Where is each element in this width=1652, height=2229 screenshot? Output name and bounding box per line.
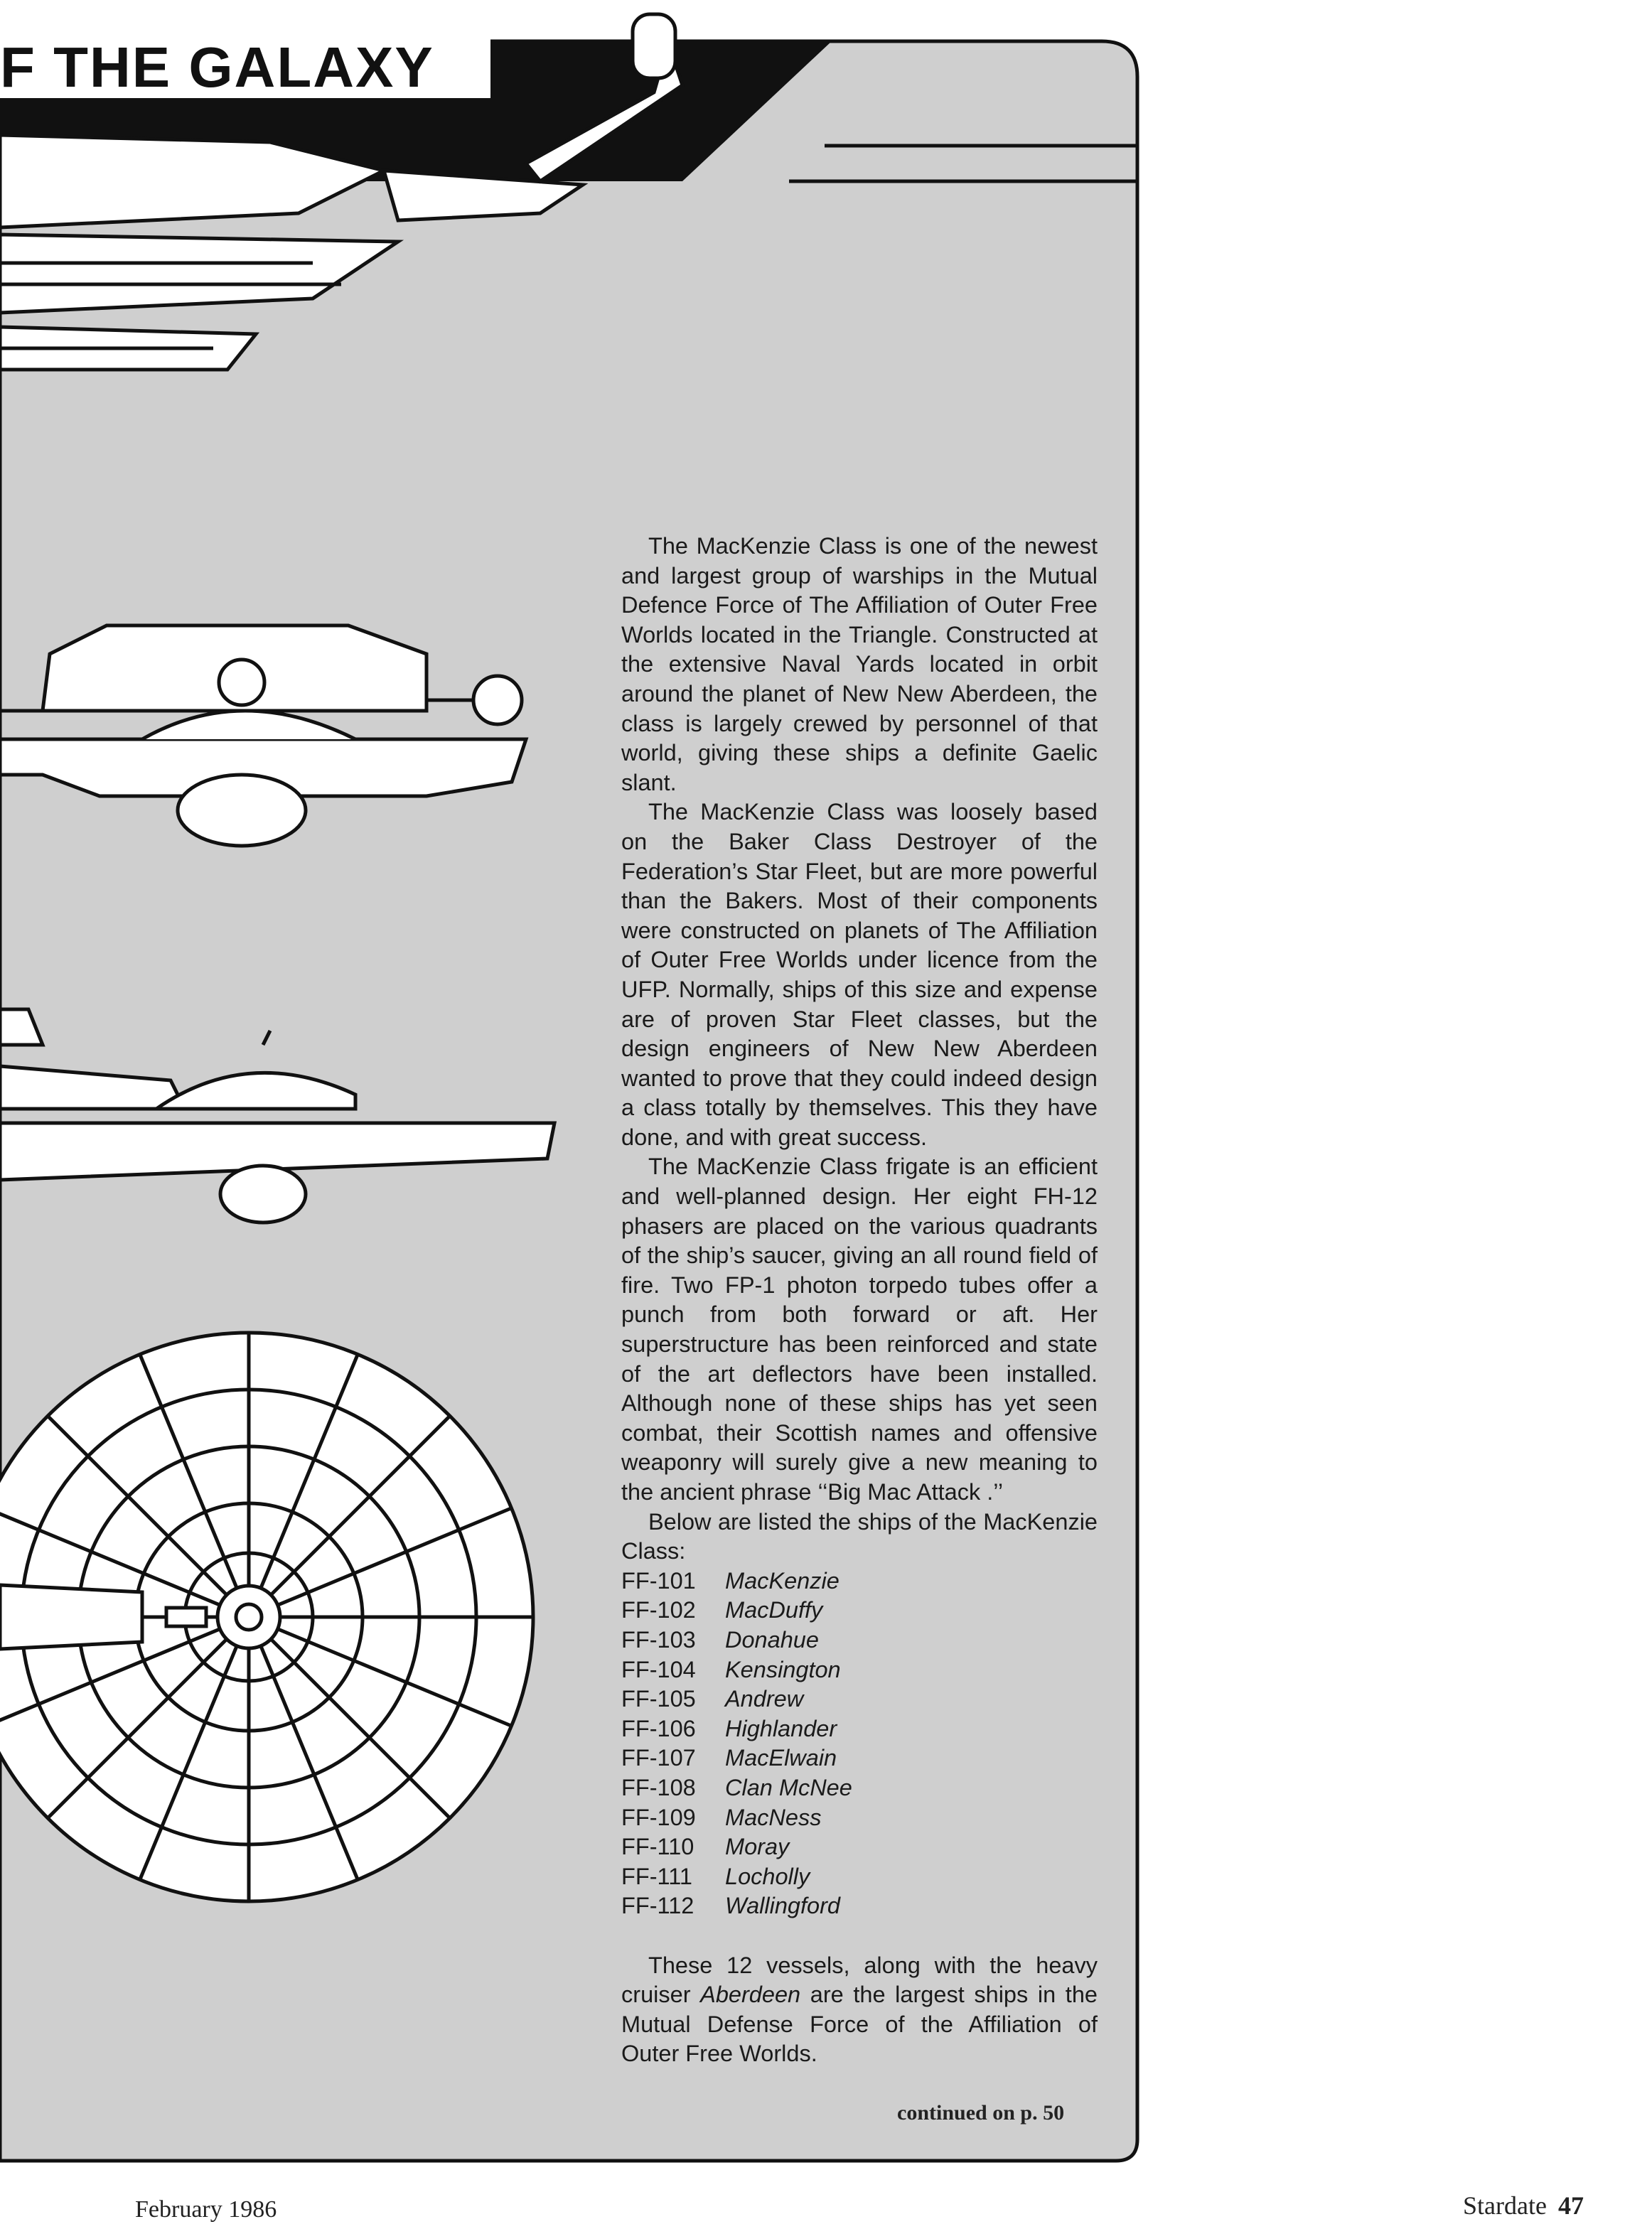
ship-name: Moray — [725, 1834, 790, 1860]
starship-saucer-plan — [0, 1333, 533, 1901]
magazine-name: Stardate — [1463, 2191, 1547, 2220]
ship-list-item — [621, 1832, 1098, 1862]
ship-name: MacDuffy — [725, 1597, 823, 1623]
ship-code: FF-111 — [621, 1863, 692, 1889]
ship-code: FF-106 — [621, 1715, 696, 1741]
ship-code: FF-104 — [621, 1656, 696, 1682]
header-banner — [0, 20, 490, 98]
closing-paragraph — [621, 1951, 1098, 2069]
closing-ship-name: Aberdeen — [700, 1982, 801, 2008]
ship-code: FF-103 — [621, 1626, 696, 1653]
closing-text-start: These 12 vessels, along with the heavy cruiser — [621, 1952, 1098, 2008]
ship-name: Highlander — [725, 1715, 837, 1741]
ship-list-intro: Below are listed the ships of the MacKenzie Class: — [621, 1508, 1098, 1564]
ship-code: FF-108 — [621, 1774, 696, 1800]
ship-list-item — [621, 1685, 1098, 1714]
ship-list-item — [621, 1744, 1098, 1773]
footer-date: February 1986 — [135, 2196, 277, 2223]
ship-list-item — [621, 1596, 1098, 1626]
ship-code: FF-112 — [621, 1893, 694, 1919]
ship-list-item — [621, 1891, 1098, 1921]
ship-name: MacNess — [725, 1804, 822, 1830]
article-paragraph: The MacKenzie Class was loosely based on the Baker Class Destroyer of the Federation’s Star Fleet, but are more powerful than the Bakers. Most of their components were constructed on planets of The Affiliation of Outer Free Worlds under licence from the UFP. Normally, ships of this size and expense are of proven Star Fleet classes, but the design engineers of New New Aberdeen wanted to prove that they could indeed design a class totally by themselves. This they have done, and with great success. — [621, 799, 1098, 1150]
header-title: F THE GALAXY — [0, 36, 434, 99]
ship-name: Kensington — [725, 1656, 841, 1682]
footer-folio — [1463, 2191, 1584, 2220]
ship-list-item — [621, 1655, 1098, 1685]
article-paragraph: The MacKenzie Class frigate is an efficient and well-planned design. Her eight FH-12 phasers are placed on the various quadrants of the ship’s saucer, giving an all round field of fire. Two FP-1 photon torpedo tubes offer a punch from both forward or aft. Her superstructure has been reinforced and state of the art deflectors have been installed. Although none of these ships has yet seen combat, their Scottish names and offensive weaponry will surely give a new meaning to the ancient phrase ‘‘Big Mac Attack .’’ — [621, 1154, 1098, 1505]
ship-name: MacKenzie — [725, 1567, 840, 1594]
article-paragraph: The MacKenzie Class is one of the newest and largest group of warships in the Mutual Defence Force of The Affiliation of Outer Free Worlds located in the Triangle. Constructed at the extensive Naval Yards located in orbit around the planet of New New Aberdeen, the class is largely crewed by personnel of that world, giving these ships a definite Gaelic slant. — [621, 533, 1098, 795]
ship-list-item — [621, 1862, 1098, 1892]
ship-code: FF-107 — [621, 1745, 696, 1771]
ship-code: FF-105 — [621, 1686, 696, 1712]
ship-name: Wallingford — [725, 1893, 840, 1919]
ship-list-item — [621, 1626, 1098, 1655]
ship-name: Donahue — [725, 1626, 819, 1653]
ship-list-item — [621, 1803, 1098, 1833]
ship-code: FF-102 — [621, 1597, 696, 1623]
ship-code: FF-101 — [621, 1567, 696, 1594]
closing-text-end: are the largest ships in the Mutual Defense Force of the Affiliation of Outer Free Worlds. — [621, 1982, 1098, 2067]
ship-code: FF-109 — [621, 1804, 696, 1830]
ship-name: MacElwain — [725, 1745, 837, 1771]
ship-list — [621, 1567, 1098, 1921]
page-number: 47 — [1557, 2191, 1584, 2220]
ship-name: Andrew — [725, 1686, 804, 1712]
ship-code: FF-110 — [621, 1834, 694, 1860]
article-body — [621, 532, 1098, 2069]
ship-name: Locholly — [725, 1863, 810, 1889]
ship-list-item — [621, 1567, 1098, 1596]
ship-name: Clan McNee — [725, 1774, 852, 1800]
ship-list-item — [621, 1773, 1098, 1803]
ship-list-item — [621, 1714, 1098, 1744]
continued-note: continued on p. 50 — [897, 2101, 1065, 2125]
